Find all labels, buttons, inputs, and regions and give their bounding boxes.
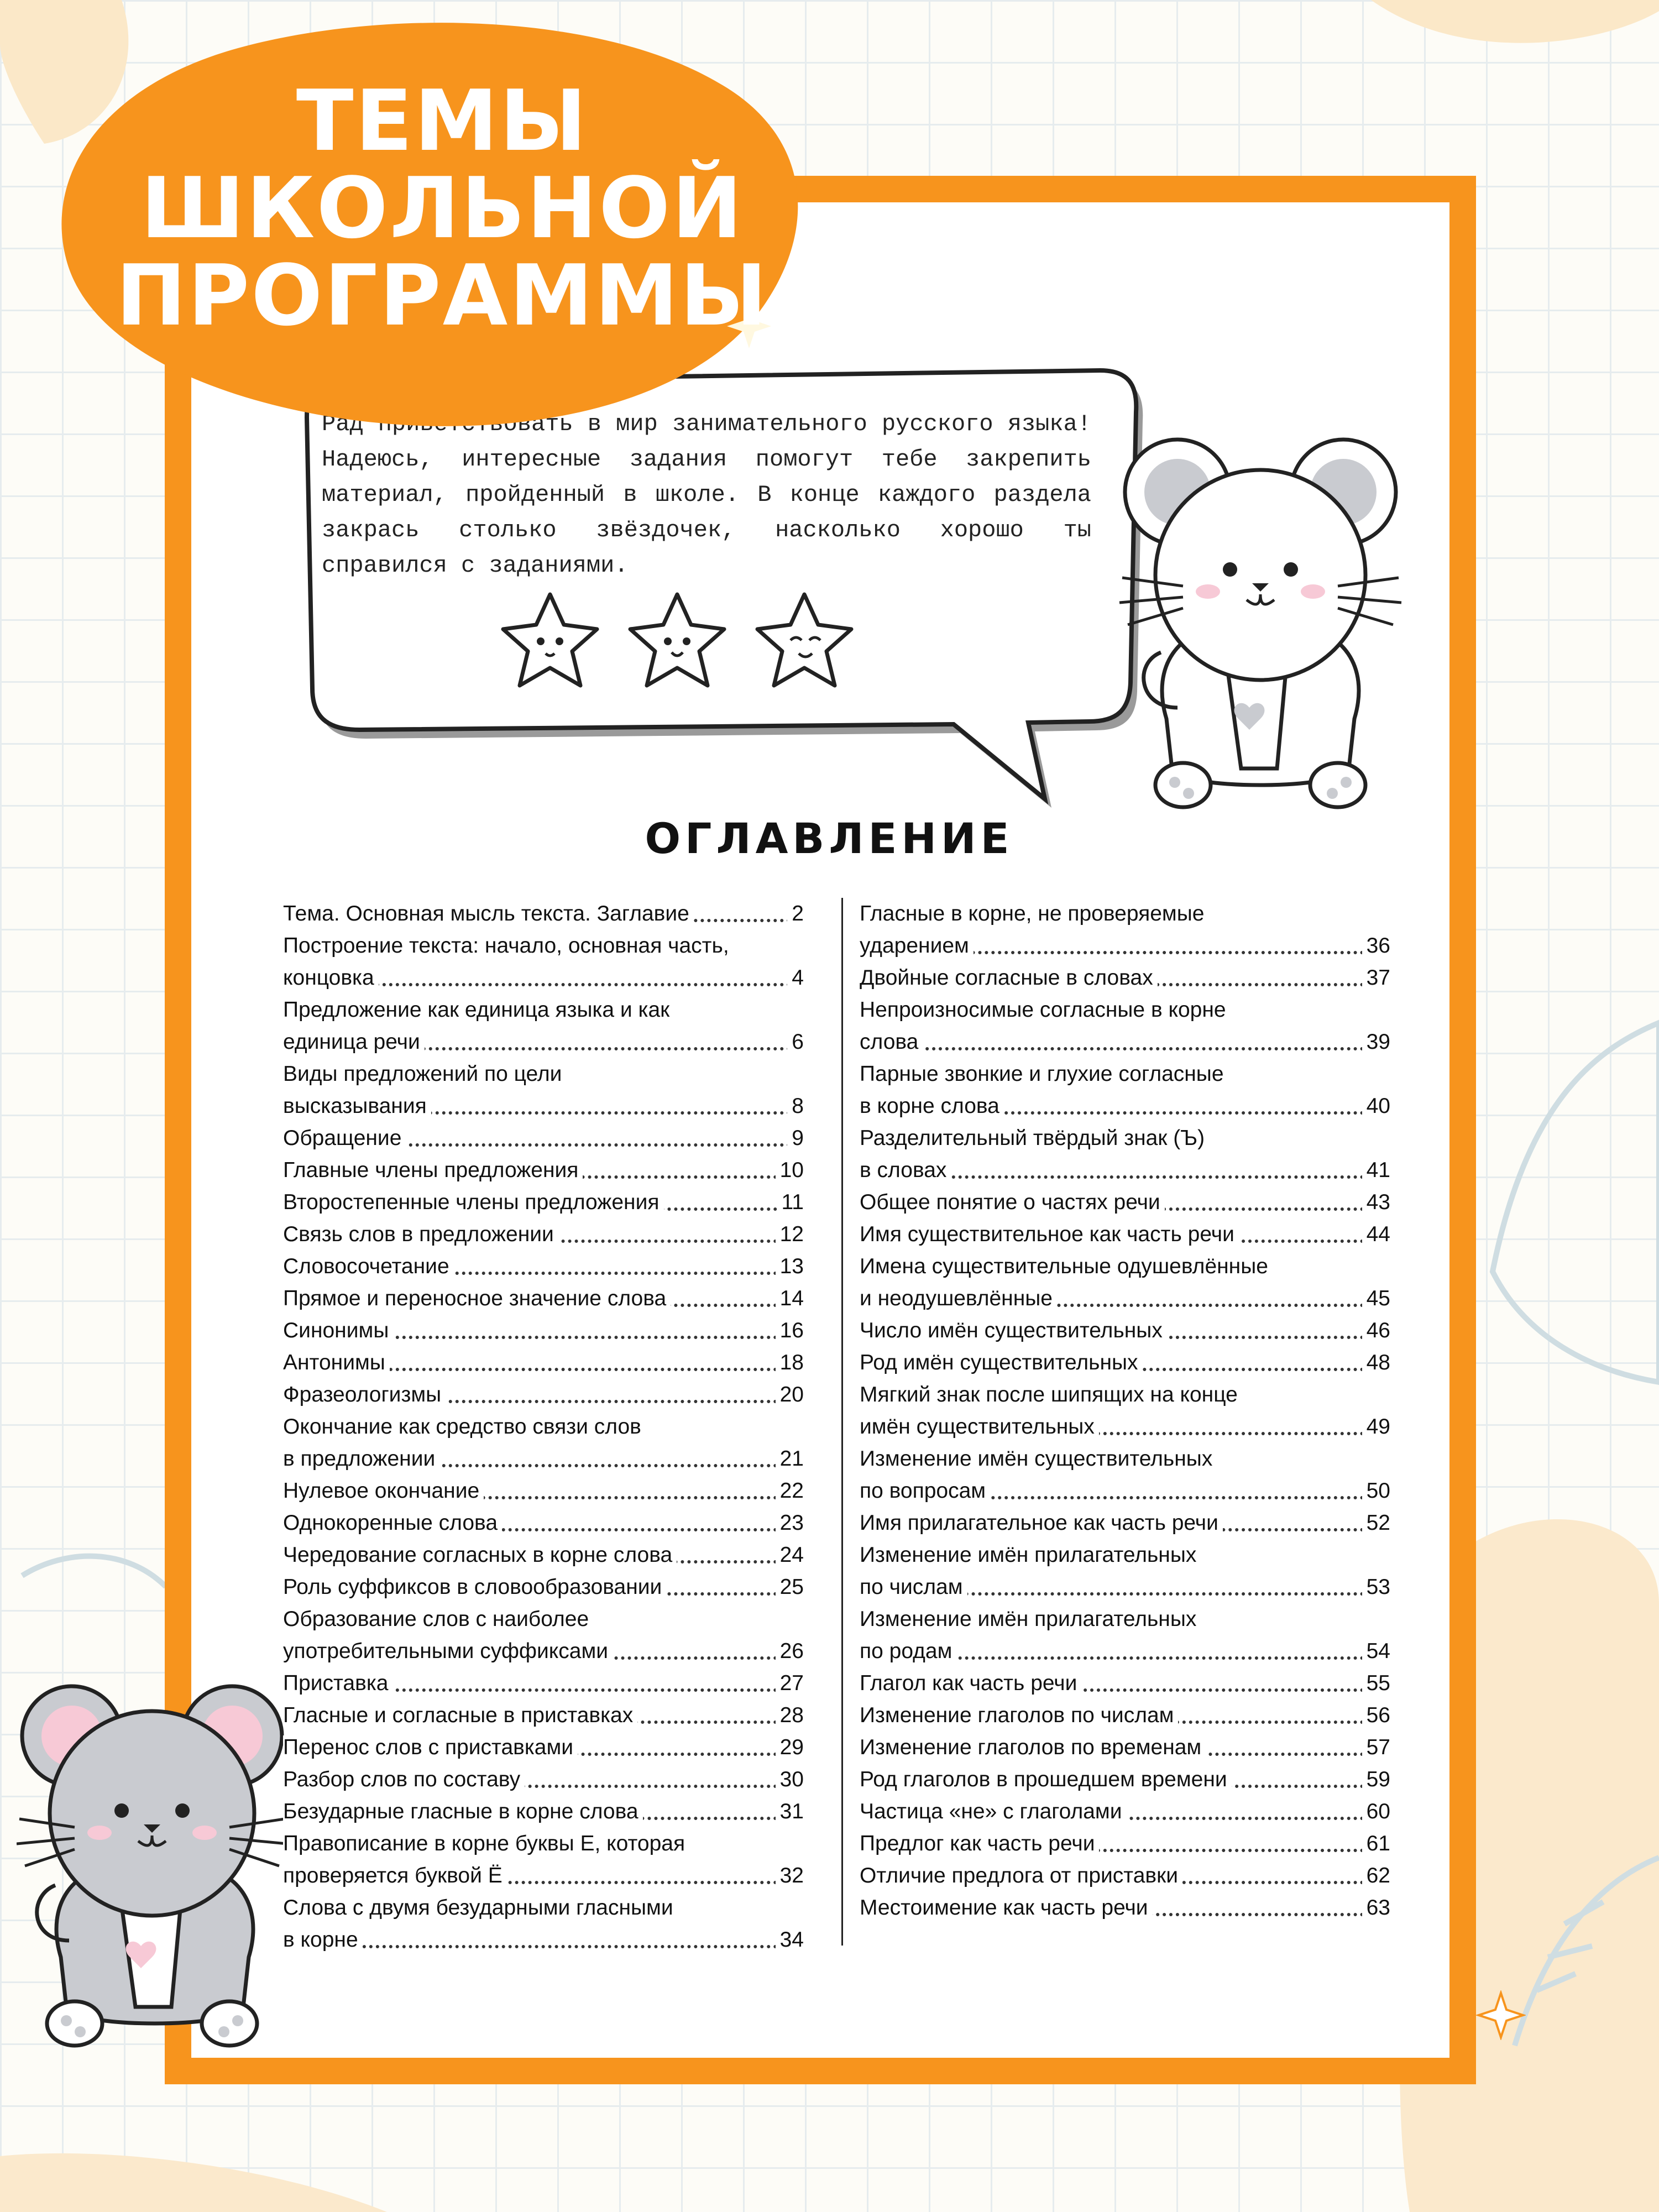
toc-entry-line [860, 1219, 1390, 1251]
toc-entry [283, 1315, 804, 1347]
toc-page-number: 48 [1362, 1347, 1390, 1379]
toc-entry-title: по родам [860, 1639, 956, 1663]
toc-entry-line [860, 1571, 1390, 1603]
toc-page-number: 20 [776, 1379, 804, 1411]
toc-page-number: 61 [1362, 1828, 1390, 1860]
toc-entry [283, 1154, 804, 1186]
toc-page-number: 10 [776, 1154, 804, 1186]
page-title [94, 72, 791, 344]
toc-entry [283, 1539, 804, 1571]
toc-entry-line [860, 1315, 1390, 1347]
toc-entry [283, 1347, 804, 1379]
toc-entry-title: слова [860, 1030, 923, 1054]
intro-text: Рад приветствовать в мир занимательного русского языка! Надеюсь, интересные задания помогут тебе закрепить материал, пройденный в школе. В конце каждого раздела закрась столько звёздочек, насколько хорошо ты справился с заданиями. [322, 411, 1091, 579]
toc-entry [283, 1732, 804, 1764]
toc-entry-title: Однокоренные слова [283, 1511, 502, 1535]
toc-entry-title: в словах [860, 1158, 951, 1182]
toc-entry-line [283, 1411, 804, 1443]
toc-entry-title: Отличие предлога от приставки [860, 1864, 1182, 1887]
toc-entry-line [283, 1219, 804, 1251]
toc-entry [283, 930, 804, 994]
toc-entry-title: Имя прилагательное как часть речи [860, 1511, 1223, 1535]
toc-page-number: 60 [1362, 1796, 1390, 1828]
toc-page-number: 6 [787, 1026, 804, 1058]
toc-entry-title: Парные звонкие и глухие согласные [860, 1062, 1228, 1086]
toc-entry-title: по числам [860, 1575, 967, 1599]
toc-page-number: 49 [1362, 1411, 1390, 1443]
toc-entry-title: Фразеологизмы [283, 1383, 446, 1406]
toc-entry-line [860, 1603, 1390, 1635]
toc-entry-line [283, 1539, 804, 1571]
toc-entry-title: Слова с двумя безударными гласными [283, 1896, 678, 1920]
toc-entry [860, 1122, 1390, 1186]
toc-entry-title: Синонимы [283, 1319, 393, 1342]
toc-entry-title: Правописание в корне буквы Е, которая [283, 1832, 689, 1855]
toc-entry-title: Окончание как средство связи слов [283, 1415, 646, 1439]
toc-entry-line [283, 930, 804, 962]
toc-entry-line [860, 1732, 1390, 1764]
toc-entry [860, 994, 1390, 1058]
toc-entry [283, 1796, 804, 1828]
toc-entry [860, 1892, 1390, 1924]
toc-page-number: 41 [1362, 1154, 1390, 1186]
toc-entry-line [283, 1571, 804, 1603]
toc-entry-line [860, 1796, 1390, 1828]
toc-divider [841, 898, 843, 1946]
toc-entry [860, 1379, 1390, 1443]
toc-entry-line [283, 1026, 804, 1058]
toc-entry-line [860, 1828, 1390, 1860]
toc-entry-line [283, 1475, 804, 1507]
toc-entry [283, 1379, 804, 1411]
toc-entry-title: в предложении [283, 1447, 439, 1471]
toc-entry-title: Глагол как часть речи [860, 1671, 1081, 1695]
toc-entry-line [860, 1058, 1390, 1090]
toc-entry-line [283, 1667, 804, 1699]
toc-entry [860, 962, 1390, 994]
toc-entry-title: Прямое и переносное значение слова [283, 1287, 671, 1310]
toc-entry-title: употребительными суффиксами [283, 1639, 613, 1663]
toc-entry-line [283, 1347, 804, 1379]
toc-entry-line [860, 1635, 1390, 1667]
toc-entry-title: ударением [860, 934, 974, 958]
toc-page-number: 22 [776, 1475, 804, 1507]
toc-entry [283, 898, 804, 930]
toc-page-number: 62 [1362, 1860, 1390, 1892]
toc-page-number: 50 [1362, 1475, 1390, 1507]
toc-entry [283, 994, 804, 1058]
toc-entry-title: Словосочетание [283, 1254, 454, 1278]
toc-entry-line [860, 1347, 1390, 1379]
toc-entry-line [860, 1860, 1390, 1892]
toc-entry [283, 1507, 804, 1539]
toc-entry-title: Двойные согласные в словах [860, 966, 1158, 990]
toc-page-number: 12 [776, 1219, 804, 1251]
title-line-2: ШКОЛЬНОЙ [140, 159, 744, 257]
toc-entry-title: Местоимение как часть речи [860, 1896, 1153, 1920]
toc-entry-line [860, 1283, 1390, 1315]
toc-page-number: 4 [787, 962, 804, 994]
toc-page-number: 24 [776, 1539, 804, 1571]
toc-entry-title: в корне слова [860, 1094, 1004, 1118]
toc-entry-line [283, 1058, 804, 1090]
toc-entry-line [860, 1764, 1390, 1796]
toc-page-number: 2 [787, 898, 804, 930]
star-icon [757, 594, 851, 686]
toc-entry-line [860, 1892, 1390, 1924]
toc-entry-title: Перенос слов с приставками [283, 1735, 578, 1759]
toc-page-number: 30 [776, 1764, 804, 1796]
toc-entry-title: в корне [283, 1928, 363, 1952]
toc-entry-title: Обращение [283, 1126, 406, 1150]
toc-entry [860, 1539, 1390, 1603]
toc-entry-line [283, 1635, 804, 1667]
toc-entry [283, 1251, 804, 1283]
toc-page-number: 32 [776, 1860, 804, 1892]
toc-entry-line [860, 1411, 1390, 1443]
toc-entry-title: Число имён существительных [860, 1319, 1167, 1342]
toc-entry-line [860, 1186, 1390, 1219]
toc-entry-line [860, 930, 1390, 962]
toc-entry-line [283, 898, 804, 930]
toc-entry-line [860, 1154, 1390, 1186]
toc-entry [860, 1186, 1390, 1219]
toc-entry-line [860, 962, 1390, 994]
toc-entry-line [283, 994, 804, 1026]
toc-entry-line [860, 1443, 1390, 1475]
toc-entry-title: Предложение как единица языка и как [283, 998, 674, 1022]
toc-entry-line [283, 1796, 804, 1828]
toc-entry-line [283, 1379, 804, 1411]
toc-entry [860, 1699, 1390, 1732]
title-line-3: ПРОГРАММЫ [116, 247, 769, 344]
toc-page-number: 34 [776, 1924, 804, 1956]
toc-entry-title: концовка [283, 966, 379, 990]
mouse-illustration [1117, 431, 1404, 829]
star-icon [630, 594, 724, 686]
toc-entry-title: Изменение имён прилагательных [860, 1607, 1201, 1631]
toc-entry-line [283, 1315, 804, 1347]
title-line-1: ТЕМЫ [296, 72, 589, 170]
toc-page-number: 39 [1362, 1026, 1390, 1058]
toc-entry-line [860, 1251, 1390, 1283]
toc-entry-title: и неодушевлённые [860, 1287, 1057, 1310]
toc-page-number: 27 [776, 1667, 804, 1699]
toc-entry-title: Второстепенные члены предложения [283, 1190, 664, 1214]
toc-entry [283, 1283, 804, 1315]
toc-page-number: 21 [776, 1443, 804, 1475]
toc-entry [860, 1347, 1390, 1379]
toc-page-number: 18 [776, 1347, 804, 1379]
toc-entry-title: Предлог как часть речи [860, 1832, 1099, 1855]
toc-entry-line [860, 1699, 1390, 1732]
toc-entry-line [283, 1764, 804, 1796]
toc-entry [283, 1603, 804, 1667]
toc-page-number: 31 [776, 1796, 804, 1828]
toc-page-number: 14 [776, 1283, 804, 1315]
toc-page-number: 56 [1362, 1699, 1390, 1732]
toc-column-left [283, 898, 804, 1956]
toc-entry-line [283, 1186, 804, 1219]
toc-entry [283, 1828, 804, 1892]
toc-entry [860, 898, 1390, 962]
toc-entry [860, 1796, 1390, 1828]
toc-entry-line [283, 1860, 804, 1892]
toc-page-number: 13 [776, 1251, 804, 1283]
toc-entry-title: Изменение глаголов по временам [860, 1735, 1206, 1759]
toc-entry [283, 1699, 804, 1732]
toc-entry-title: Виды предложений по цели [283, 1062, 566, 1086]
toc-entry-title: Общее понятие о частях речи [860, 1190, 1165, 1214]
sparkle-icon [1476, 1990, 1526, 2040]
toc-entry-title: Образование слов с наиболее [283, 1607, 593, 1631]
toc-dot-leader [860, 1047, 1390, 1050]
toc-page-number: 55 [1362, 1667, 1390, 1699]
toc-entry-title: проверяется буквой Ё [283, 1864, 507, 1887]
toc-page-number: 28 [776, 1699, 804, 1732]
toc-page-number: 36 [1362, 930, 1390, 962]
toc-entry-line [283, 1507, 804, 1539]
toc-entry [283, 1764, 804, 1796]
toc-entry [283, 1571, 804, 1603]
toc-entry [283, 1892, 804, 1956]
toc-entry-title: Роль суффиксов в словообразовании [283, 1575, 666, 1599]
toc-page-number: 59 [1362, 1764, 1390, 1796]
toc-entry-title: Чередование согласных в корне слова [283, 1543, 677, 1567]
toc-page-number: 9 [787, 1122, 804, 1154]
toc-entry-line [283, 1122, 804, 1154]
toc-entry-line [283, 1090, 804, 1122]
toc-entry-line [283, 962, 804, 994]
toc-entry-title: Непроизносимые согласные в корне [860, 998, 1231, 1022]
toc-entry-line [860, 898, 1390, 930]
toc-entry-line [283, 1283, 804, 1315]
toc-entry-line [860, 1090, 1390, 1122]
toc-entry [283, 1667, 804, 1699]
toc-entry [860, 1507, 1390, 1539]
toc-entry [860, 1219, 1390, 1251]
toc-entry-title: Нулевое окончание [283, 1479, 484, 1503]
toc-entry-title: Изменение имён прилагательных [860, 1543, 1201, 1567]
toc-entry-title: Главные члены предложения [283, 1158, 583, 1182]
toc-page-number: 45 [1362, 1283, 1390, 1315]
toc-entry [283, 1186, 804, 1219]
toc-entry-line [283, 1828, 804, 1860]
toc-page-number: 29 [776, 1732, 804, 1764]
toc-entry-title: Гласные и согласные в приставках [283, 1703, 637, 1727]
toc-entry-title: Безударные гласные в корне слова [283, 1800, 643, 1823]
toc-entry-title: Разбор слов по составу [283, 1767, 525, 1791]
toc-entry-title: имён существительных [860, 1415, 1099, 1439]
toc-entry-title: единица речи [283, 1030, 425, 1054]
toc-entry [860, 1732, 1390, 1764]
toc-entry [860, 1603, 1390, 1667]
toc-entry [860, 1315, 1390, 1347]
toc-page-number: 43 [1362, 1186, 1390, 1219]
toc-entry [860, 1251, 1390, 1315]
toc-entry-line [860, 994, 1390, 1026]
toc-entry-line [283, 1154, 804, 1186]
toc-entry-title: Гласные в корне, не проверяемые [860, 902, 1208, 925]
toc-entry [860, 1667, 1390, 1699]
toc-entry [860, 1058, 1390, 1122]
toc-entry-title: Имена существительные одушевлённые [860, 1254, 1273, 1278]
toc-page-number: 16 [776, 1315, 804, 1347]
toc-entry-line [283, 1603, 804, 1635]
toc-page-number: 46 [1362, 1315, 1390, 1347]
toc-entry-line [283, 1443, 804, 1475]
toc-page-number: 8 [787, 1090, 804, 1122]
toc-entry-line [283, 1699, 804, 1732]
toc-page-number: 44 [1362, 1219, 1390, 1251]
toc-entry-line [283, 1251, 804, 1283]
toc-entry [283, 1219, 804, 1251]
toc-entry-line [860, 1379, 1390, 1411]
toc-page-number: 23 [776, 1507, 804, 1539]
rating-stars [492, 586, 868, 702]
toc-column-right [860, 898, 1390, 1924]
toc-entry [283, 1411, 804, 1475]
toc-entry-title: Построение текста: начало, основная часть, [283, 934, 734, 958]
star-icon [503, 594, 597, 686]
toc-entry-line [860, 1122, 1390, 1154]
toc-entry [860, 1860, 1390, 1892]
toc-page-number: 37 [1362, 962, 1390, 994]
toc-page-number: 52 [1362, 1507, 1390, 1539]
toc-entry-title: Изменение глаголов по числам [860, 1703, 1178, 1727]
toc-entry [860, 1828, 1390, 1860]
toc-entry-title: Тема. Основная мысль текста. Заглавие [283, 902, 694, 925]
toc-entry [283, 1058, 804, 1122]
toc-entry-line [283, 1732, 804, 1764]
toc-page-number: 57 [1362, 1732, 1390, 1764]
toc-entry-line [860, 1026, 1390, 1058]
mouse-illustration-small [17, 1675, 293, 2062]
toc-entry [860, 1443, 1390, 1507]
toc-entry [283, 1475, 804, 1507]
toc-page-number: 54 [1362, 1635, 1390, 1667]
toc-entry-title: Частица «не» с глаголами [860, 1800, 1127, 1823]
toc-entry-title: Связь слов в предложении [283, 1222, 558, 1246]
toc-entry-title: Род глаголов в прошедшем времени [860, 1767, 1232, 1791]
toc-entry-title: Мягкий знак после шипящих на конце [860, 1383, 1242, 1406]
toc-entry-line [283, 1892, 804, 1924]
toc-page-number: 40 [1362, 1090, 1390, 1122]
toc-entry-title: Имя существительное как часть речи [860, 1222, 1239, 1246]
toc-entry [860, 1764, 1390, 1796]
toc-entry-line [860, 1507, 1390, 1539]
toc-entry-title: Род имён существительных [860, 1351, 1143, 1374]
toc-entry-line [283, 1924, 804, 1956]
toc-entry [283, 1122, 804, 1154]
toc-heading: ОГЛАВЛЕНИЕ [645, 814, 1014, 863]
toc-entry-line [860, 1667, 1390, 1699]
toc-entry-line [860, 1539, 1390, 1571]
toc-entry-title: по вопросам [860, 1479, 990, 1503]
toc-page-number: 11 [777, 1186, 804, 1219]
toc-page-number: 53 [1362, 1571, 1390, 1603]
toc-entry-title: Антонимы [283, 1351, 390, 1374]
toc-entry-title: Разделительный твёрдый знак (Ъ) [860, 1126, 1209, 1150]
toc-page-number: 25 [776, 1571, 804, 1603]
toc-page-number: 63 [1362, 1892, 1390, 1924]
toc-page-number: 26 [776, 1635, 804, 1667]
toc-entry-title: Приставка [283, 1671, 392, 1695]
toc-entry-line [860, 1475, 1390, 1507]
toc-entry-title: Изменение имён существительных [860, 1447, 1217, 1471]
toc-entry-title: высказывания [283, 1094, 431, 1118]
